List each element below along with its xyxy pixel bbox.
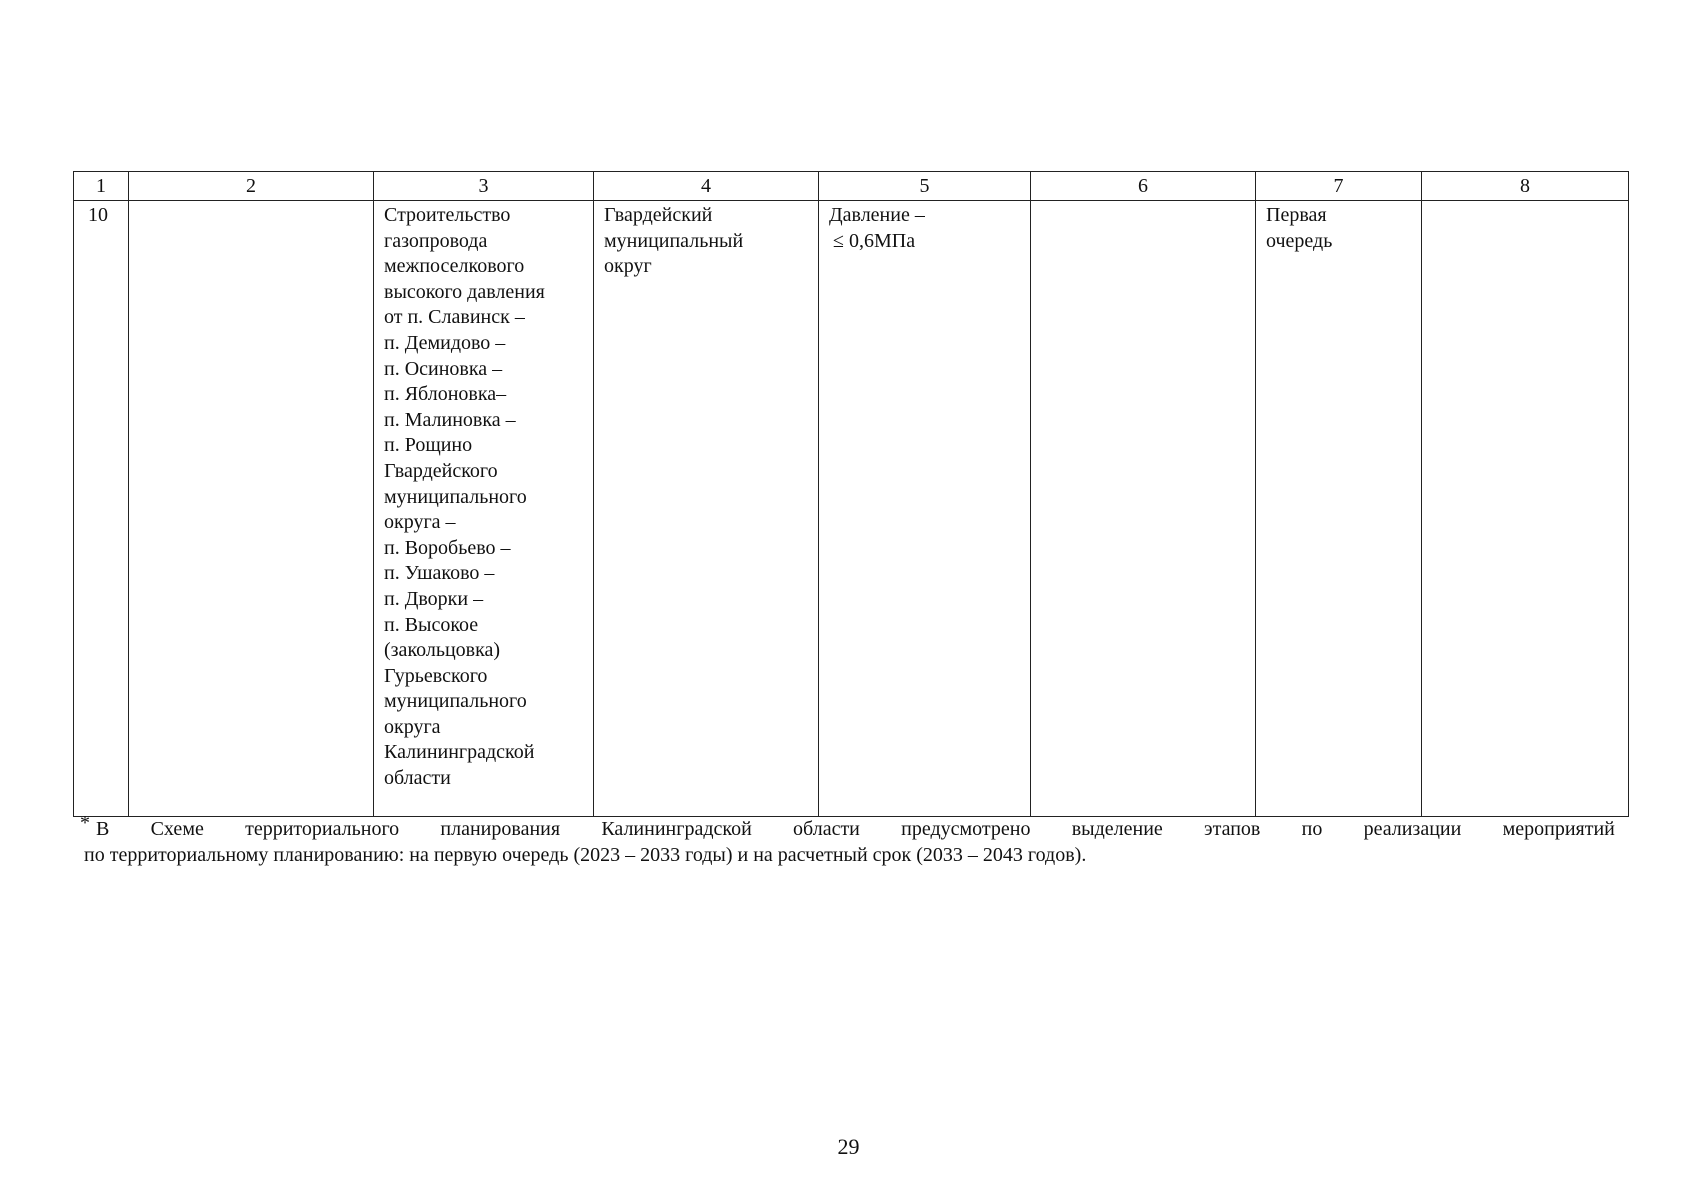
cell-municipality	[594, 201, 819, 817]
text-line: газопровода	[384, 229, 488, 252]
footnote-word: предусмотрено	[901, 818, 1031, 840]
footnote-word: * В	[80, 812, 110, 840]
text-line: Давление –	[829, 204, 925, 226]
text-line: области	[384, 767, 451, 790]
footnote-word: Схеме	[150, 818, 204, 840]
footnote-marker: *	[80, 812, 90, 834]
text-line: п. Яблоновка–	[384, 383, 507, 406]
header-cell: 3	[374, 172, 594, 201]
text-line: п. Воробьево –	[384, 536, 511, 559]
cell-col6	[1031, 201, 1256, 817]
text-line: высокого давления	[384, 280, 545, 303]
text-line: Гурьевского	[384, 664, 488, 687]
text-line: Калининградской	[384, 741, 535, 764]
text-line: Строительство	[384, 204, 511, 226]
footnote	[80, 812, 1615, 868]
text-line: муниципального	[384, 485, 527, 508]
cell-stage	[1256, 201, 1422, 817]
text-line: межпоселкового	[384, 255, 525, 278]
text-line: очередь	[1266, 229, 1333, 252]
footnote-word: Калининградской	[601, 818, 752, 840]
text-line: п. Малиновка –	[384, 408, 516, 431]
cell-measure-description	[374, 201, 594, 817]
header-cell: 5	[819, 172, 1031, 201]
text-line: округа	[384, 715, 441, 738]
text-line: п. Демидово –	[384, 331, 506, 354]
text-line: п. Ушаково –	[384, 562, 495, 585]
header-cell: 8	[1422, 172, 1629, 201]
header-cell: 7	[1256, 172, 1422, 201]
text-line: округ	[604, 255, 652, 278]
text-line: Первая	[1266, 204, 1327, 226]
row-number-cell: 10	[74, 201, 129, 817]
header-cell: 6	[1031, 172, 1256, 201]
text-line: ≤ 0,6МПа	[833, 229, 916, 252]
footnote-word: планирования	[440, 818, 561, 840]
text-line: п. Высокое	[384, 613, 479, 636]
page-number: 29	[837, 1134, 860, 1159]
text-line: Гвардейского	[384, 459, 498, 482]
cell-parameters	[819, 201, 1031, 817]
table-row	[74, 201, 1629, 817]
footnote-word: области	[793, 818, 860, 840]
footnote-word: территориального	[245, 818, 400, 840]
footnote-word: мероприятий	[1502, 818, 1615, 840]
footnote-word: выделение	[1071, 818, 1163, 840]
cell-col8	[1422, 201, 1629, 817]
text-line: муниципального	[384, 690, 527, 713]
header-cell: 4	[594, 172, 819, 201]
footnote-word: по	[1301, 818, 1323, 840]
header-cell: 2	[129, 172, 374, 201]
text-line: п. Дворки –	[384, 587, 484, 610]
footnote-line-2: по территориальному планированию: на первую очередь (2023 – 2033 годы) и на расчетный срок (2033 – 2043 годов).	[84, 843, 1087, 866]
footnote-word: этапов	[1204, 818, 1261, 840]
text-line: Гвардейский	[604, 204, 713, 226]
table-header-row	[74, 172, 1629, 201]
text-line: п. Осиновка –	[384, 357, 503, 380]
header-cell: 1	[74, 172, 129, 201]
footnote-word: реализации	[1363, 818, 1462, 840]
text-line: (закольцовка)	[384, 639, 501, 662]
text-line: п. Рощино	[384, 434, 473, 457]
text-line: муниципальный	[604, 229, 744, 252]
measures-table	[73, 171, 1629, 817]
cell-col2	[129, 201, 374, 817]
footnote-line-1	[80, 812, 1615, 843]
text-line: от п. Славинск –	[384, 306, 525, 329]
text-line: округа –	[384, 511, 456, 534]
